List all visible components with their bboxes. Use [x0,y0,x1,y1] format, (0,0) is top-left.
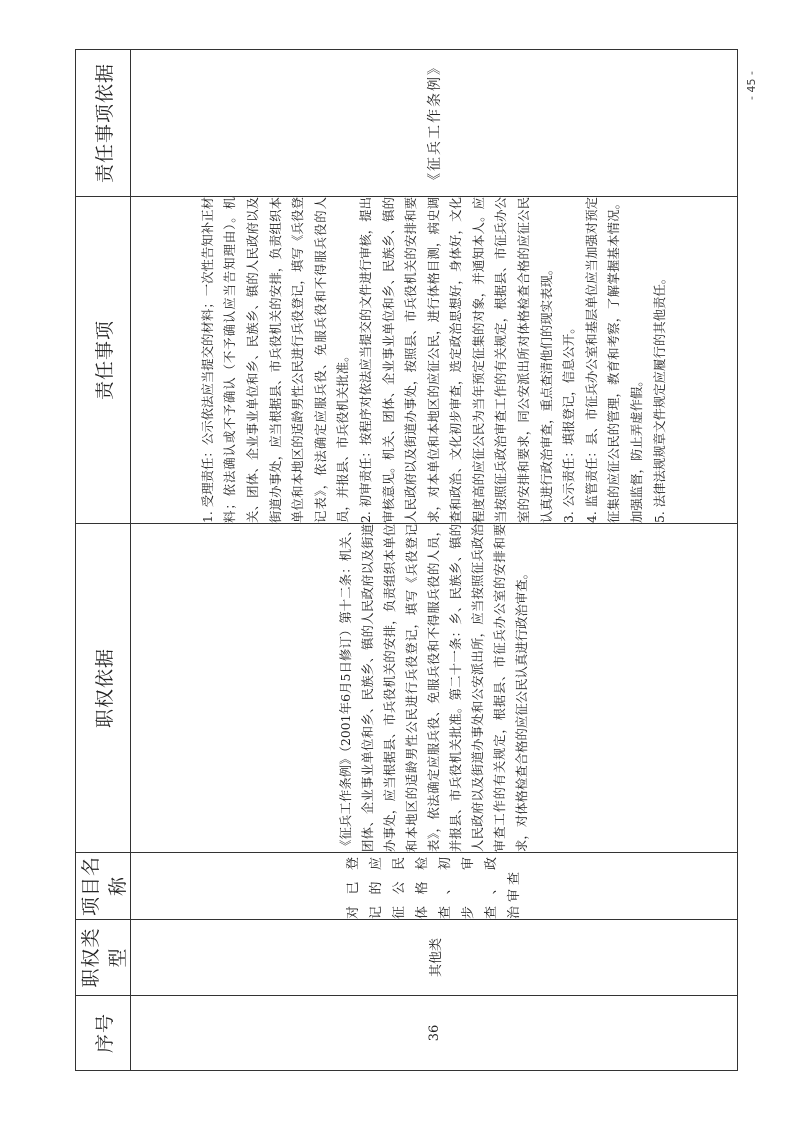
header-type: 职权类型 [76,920,131,996]
item-review: 2. 初审责任：按程序对依法应当提交的文件进行审核，提出审核意见。机关、团体、企业事业单位和乡、民族乡、镇的人民政府以及街道办事处，按照县、市兵役机关的安排和要求，对本单位和本地区的应征公民，进行体格目测，病史调查和政治、文化初步审查，选定政治思想好，身体好，文化程度高的应征公民为当年预定征集的对象，并通知本人。应当按照征兵政治审查工作的有关规定，根据县、市征兵办公室的安排和要求，同公安派出所对体格检查合格的应征公民认真进行政治审查，重点查清他们的现实表现。 [357,197,554,523]
header-ref: 责任事项依据 [76,50,131,197]
table-header-row [76,50,131,1071]
duty-table [75,49,738,1071]
row-basis: 《征兵工作条例》（2001年6月5日修订）第十二条：机关、团体、企业事业单位和乡、民族乡、镇的人民政府以及街道办事处，应当根据县、市兵役机关的安排，负责组织本单位和本地区的适龄男性公民进行兵役登记，填写《兵役登记表》，依法确定应服兵役、免服兵役和不得服兵役的人员，并报县、市兵役机关批准。第二十一条：乡、民族乡、镇的人民政府以及街道办事处和公安派出所，应当按照征兵政治审查工作的有关规定，根据县、市征兵办公室的安排和要求，对体格检查合格的应征公民认真进行政治审查。 [131,524,738,853]
row-name: 对已登记的应征公民体格检查、初步审查、政治审查 [131,853,738,920]
table-row [131,50,738,1071]
item-publicity: 3. 公示责任：填报登记，信息公开。 [561,321,577,523]
row-ref: 《征兵工作条例》 [131,50,738,197]
rotated-table-sheet [75,50,738,1071]
item-other: 5. 法律法规规章文件规定应履行的其他责任。 [651,271,667,523]
item-accept: 1. 受理责任：公示依法应当提交的材料；一次性告知补正材料；依法确认或不予确认（不予确认应当告知理由）。机关、团体、企业事业单位和乡、民族乡、镇的人民政府以及街道办事处，应当根据县、市兵役机关的安排，负责组织本单位和本地区的适龄男性公民进行兵役登记，填写《兵役登记表》，依法确定应服兵役、免服兵役和不得服兵役的人员，并报县、市兵役机关批准。 [199,197,351,523]
row-items [131,197,738,524]
header-basis: 职权依据 [76,524,131,853]
header-no: 序号 [76,996,131,1071]
header-item: 责任事项 [76,197,131,524]
header-name: 项目名称 [76,853,131,920]
item-supervision: 4. 监管责任：县、市征兵办公室和基层单位应当加强对预定征集的应征公民的管理，教育和考察，了解掌握基本情况。加强监督，防止弄虚作假。 [583,197,645,523]
page-number: - 45 - [745,71,758,100]
row-no: 36 [131,996,738,1071]
row-type: 其他类 [131,920,738,996]
